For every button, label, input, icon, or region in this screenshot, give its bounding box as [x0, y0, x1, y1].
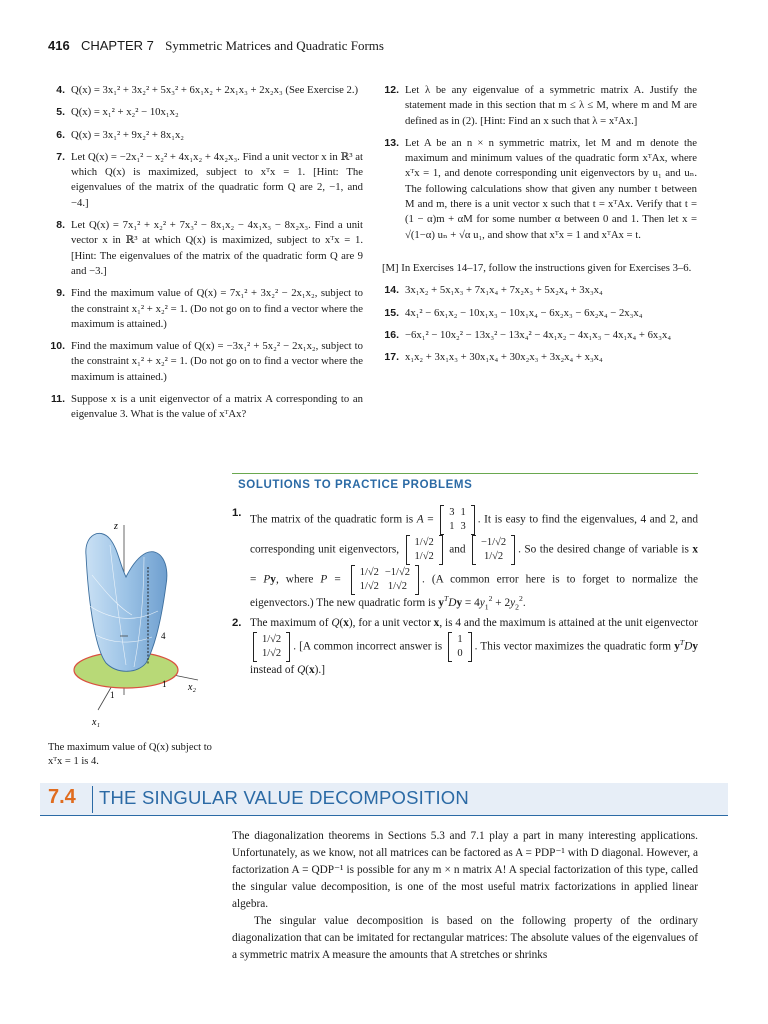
exercise-9: 9. Find the maximum value of Q(x) = 7x₁² + 3x₂² − 2x₁x₂, subject to the constraint x₁² + x₂² = 1. (Do not go on to find a vector where the maximum is attained.) — [56, 287, 363, 330]
quadratic-surface — [86, 533, 167, 671]
section-header-rule — [40, 815, 728, 816]
exercise-column-right — [382, 83, 697, 372]
tick-label-x2: 1 — [162, 679, 167, 689]
x2-axis-label: x₂ — [188, 682, 196, 693]
chapter-title: Symmetric Matrices and Quadratic Forms — [165, 38, 384, 53]
section-separator — [92, 786, 93, 813]
incorrect-answer-vector: 1 0 — [448, 632, 471, 662]
eigenvector-max: 1/√2 1/√2 — [253, 632, 290, 662]
x1-axis-label: x₁ — [92, 717, 100, 728]
exercise-14: 14. 3x₁x₂ + 5x₁x₃ + 7x₁x₄ + 7x₂x₃ + 5x₂x₄ + 3x₃x₄ — [384, 284, 603, 297]
running-head — [48, 38, 384, 54]
exercise-5: 5. Q(x) = x₁² + x₂² − 10x₁x₂ — [56, 106, 179, 119]
figure-caption: The maximum value of Q(x) subject to xᵀx = 1 is 4. — [48, 742, 212, 767]
page-number: 416 — [48, 38, 70, 53]
solution-2: 2. The maximum of Q(x), for a unit vector x, is 4 and the maximum is attained at the unit eigenvector 1/√2 1/√2 . [A common incorrect answer is 1 0 . This vector maximizes the quadratic form $y^TDy$ instead of Q(x).] — [232, 617, 698, 676]
z-axis-label: z — [114, 521, 118, 532]
exercise-17: 17. x₁x₂ + 3x₁x₃ + 30x₁x₄ + 30x₂x₃ + 3x₂x₄ + x₃x₄ — [384, 351, 603, 364]
exercise-instructions-note: [M] In Exercises 14–17, follow the instructions given for Exercises 3–6. — [382, 261, 692, 274]
exercise-13: 13. Let A be an n × n symmetric matrix, let M and m denote the maximum and minimum values of the quadratic form xᵀAx, where xᵀx = 1, and denote corresponding unit eigenvectors by u₁ and uₙ. The following calculations show that given any number t between M and m, there is a unit vector x such that t = xᵀAx. Verify that t = (1 − α)m + αM for some number α between 0 and 1. Then let x = √(1−α) uₙ + √α u₁, and show that xᵀx = 1 and xᵀAx = t. — [384, 136, 697, 241]
quadratic-surface-figure — [48, 515, 223, 740]
solution-1: 1. The matrix of the quadratic form is A = 3 1 1 3 . It is easy to find the eigenvalues, 4 and 2, and corresponding unit eigenvectors, 1/√2 1/√2 and −1/√2 1/√2 . So the desired change of variable is x = Py, where P = 1/√2 −1/√2 1/√2 1/√2 . (A common error here is to forget to normalize the eigenvectors.) The new quadratic form is $y^TDy = 4y_1^2 + 2y_2^2$. — [232, 507, 698, 612]
tick-label-4: 4 — [161, 631, 166, 641]
section-body — [232, 828, 698, 964]
exercise-column-left — [48, 83, 363, 430]
exercise-6: 6. Q(x) = 3x₁² + 9x₂² + 8x₁x₂ — [56, 128, 185, 141]
section-number: 7.4 — [48, 786, 76, 808]
exercise-11: 11. Suppose x is a unit eigenvector of a matrix A corresponding to an eigenvalue 3. What is the value of xᵀAx? — [50, 393, 363, 421]
exercise-12: 12. Let λ be any eigenvalue of a symmetric matrix A. Justify the statement made in this section that m ≤ λ ≤ M, where m and M are defined as in (2). [Hint: Find an x such that λ = xᵀAx.] — [384, 84, 697, 127]
body-paragraph-1: The diagonalization theorems in Sections 5.3 and 7.1 play a part in many interesting applications. Unfortunately, as we know, not all matrices can be factored as A = PDP⁻¹ with D diagonal. However, a factorization A = QDP⁻¹ is possible for any m × n matrix A! A special factorization of this type, called the singular value decomposition, is one of the most useful matrix factorizations in applied linear algebra. — [232, 830, 698, 910]
exercise-7: 7. Let Q(x) = −2x₁² − x₂² + 4x₁x₂ + 4x₂x₃. Find a unit vector x in ℝ³ at which Q(x) is maximized, subject to xᵀx = 1. [Hint: The eigenvalues of the matrix of the quadratic form Q are 2, −1, and −4.] — [56, 150, 363, 209]
solutions-heading: SOLUTIONS TO PRACTICE PROBLEMS — [238, 479, 473, 491]
section-title: THE SINGULAR VALUE DECOMPOSITION — [99, 787, 469, 808]
eigenvector-2: −1/√2 1/√2 — [472, 535, 515, 565]
chapter-label: CHAPTER 7 — [80, 38, 154, 53]
solutions-body — [232, 505, 698, 679]
solutions-rule — [232, 473, 698, 474]
exercise-4: 4. Q(x) = 3x₁² + 3x₂² + 5x₃² + 6x₁x₂ + 2x₁x₃ + 2x₂x₃ (See Exercise 2.) — [56, 84, 359, 96]
matrix-A: 3 1 1 3 — [440, 505, 475, 535]
eigenvector-1: 1/√2 1/√2 — [406, 535, 443, 565]
tick-label-x1: 1 — [110, 690, 115, 700]
body-paragraph-2: The singular value decomposition is based on the following property of the ordinary diagonalization that can be imitated for rectangular matrices: The absolute values of the eigenvalues of a symmetric matrix A measure the amounts that A stretches or shrinks — [232, 915, 698, 961]
matrix-P: 1/√2 −1/√2 1/√2 1/√2 — [351, 565, 419, 595]
exercise-15: 15. 4x₁² − 6x₁x₂ − 10x₁x₃ − 10x₁x₄ − 6x₂x₃ − 6x₂x₄ − 2x₃x₄ — [384, 306, 643, 319]
exercise-8: 8. Let Q(x) = 7x₁² + x₂² + 7x₃² − 8x₁x₂ − 4x₁x₃ − 8x₂x₃. Find a unit vector x in ℝ³ at which Q(x) is maximized, subject to xᵀx = 1. [Hint: The eigenvalues of the matrix of the quadratic form Q are 9 and −3.] — [56, 219, 363, 277]
exercise-16: 16. −6x₁² − 10x₂² − 13x₃² − 13x₄² − 4x₁x₂ − 4x₁x₃ − 4x₁x₄ + 6x₃x₄ — [384, 328, 672, 341]
exercise-10: 10. Find the maximum value of Q(x) = −3x₁² + 5x₂² − 2x₁x₂, subject to the constraint x₁² + x₂² = 1. (Do not go on to find a vector where the maximum is attained.) — [50, 340, 363, 383]
